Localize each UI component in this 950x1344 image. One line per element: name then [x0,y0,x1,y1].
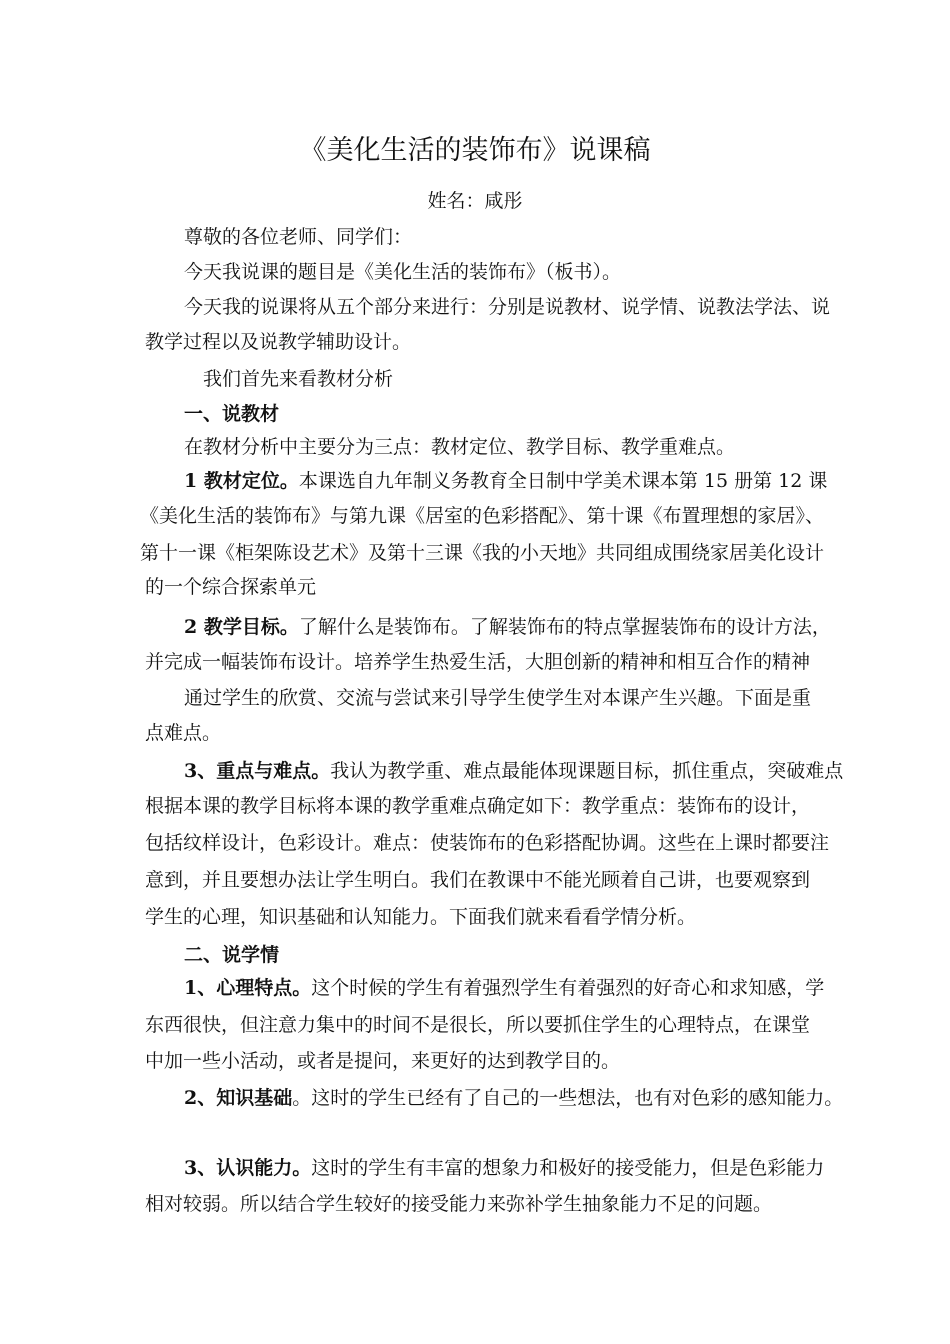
teaching-goals-heading: 2 教学目标。 [184,616,299,638]
key-points-text: 我认为教学重、难点最能体现课题目标，抓住重点，突破难点 [330,760,844,782]
knowledge-text: 。这时的学生已经有了自己的一些想法，也有对色彩的感知能力。 [292,1087,844,1109]
psychology-line2: 东西很快，但注意力集中的时间不是很长，所以要抓住学生的心理特点，在课堂 [145,1014,811,1036]
parts-paragraph-line2: 教学过程以及说教学辅助设计。 [145,331,412,353]
key-points-line1 [184,758,843,784]
key-points-line3: 包括纹样设计，色彩设计。难点：使装饰布的色彩搭配协调。这些在上课时都要注 [145,832,830,854]
analysis-paragraph: 在教材分析中主要分为三点：教材定位、教学目标、教学重难点。 [184,436,736,458]
ability-heading: 3、认识能力。 [184,1157,312,1179]
teaching-goals-text: 了解什么是装饰布。了解装饰布的特点掌握装饰布的设计方法， [298,616,831,638]
section-heading-1: 一、说教材 [184,403,280,425]
key-points-line4: 意到，并且要想办法让学生明白。我们在教课中不能光顾着自己讲，也要观察到 [145,869,811,891]
knowledge-line1 [184,1085,843,1111]
ability-line1 [184,1155,824,1181]
textbook-position-line2: 《美化生活的装饰布》与第九课《居室的色彩搭配》、第十课《布置理想的家居》、 [140,505,825,527]
textbook-position-line4: 的一个综合探索单元 [145,576,317,598]
parts-paragraph-line1: 今天我的说课将从五个部分来进行：分别是说教材、说学情、说教法学法、说 [184,296,831,318]
textbook-position-line1 [184,468,827,494]
author-line: 姓名：咸彤 [427,190,523,212]
textbook-position-line3: 第十一课《柜架陈设艺术》及第十三课《我的小天地》共同组成围绕家居美化设计 [140,542,825,564]
teaching-goals-line4: 点难点。 [145,722,222,744]
document-title: 《美化生活的装饰布》说课稿 [299,135,651,166]
ability-line2: 相对较弱。所以结合学生较好的接受能力来弥补学生抽象能力不足的问题。 [145,1193,773,1215]
psychology-line1 [184,975,824,1001]
first-analysis-line: 我们首先来看教材分析 [203,368,394,390]
key-points-heading: 3、重点与难点。 [184,760,331,782]
psychology-line3: 中加一些小活动，或者是提问，来更好的达到教学目的。 [145,1050,621,1072]
ability-text: 这时的学生有丰富的想象力和极好的接受能力，但是色彩能力 [311,1157,825,1179]
teaching-goals-line1 [184,614,831,640]
topic-paragraph: 今天我说课的题目是《美化生活的装饰布》（板书）。 [184,261,622,283]
teaching-goals-line2: 并完成一幅装饰布设计。培养学生热爱生活，大胆创新的精神和相互合作的精神 [145,651,811,673]
section-heading-2: 二、说学情 [184,944,280,966]
knowledge-heading: 2、知识基础 [184,1087,293,1109]
greeting: 尊敬的各位老师、同学们： [184,226,413,248]
textbook-position-heading: 1 教材定位。 [184,470,299,492]
key-points-line2: 根据本课的教学目标将本课的教学重难点确定如下：教学重点：装饰布的设计， [145,795,811,817]
teaching-goals-line3: 通过学生的欣赏、交流与尝试来引导学生使学生对本课产生兴趣。下面是重 [184,687,812,709]
key-points-line5: 学生的心理，知识基础和认知能力。下面我们就来看看学情分析。 [145,906,697,928]
textbook-position-text: 本课选自九年制义务教育全日制中学美术课本第 15 册第 12 课 [298,470,828,492]
psychology-heading: 1、心理特点。 [184,977,312,999]
psychology-text: 这个时候的学生有着强烈学生有着强烈的好奇心和求知感，学 [311,977,825,999]
